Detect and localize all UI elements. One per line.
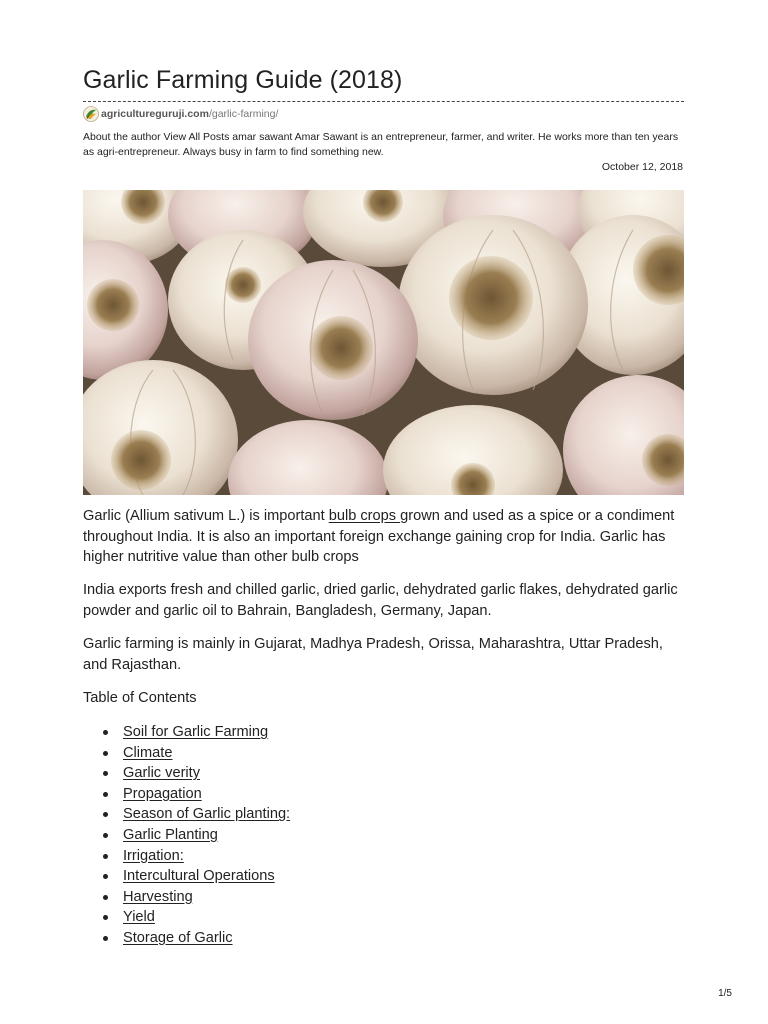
intro-text-end: grown and used as a spice or a condiment throughout India. It is also an important foreign exchange gaining crop for India. Garlic has higher nutritive value than other bulb crops (83, 508, 675, 565)
toc-item (103, 907, 290, 928)
toc-item (103, 825, 290, 846)
exports-paragraph: India exports fresh and chilled garlic, dried garlic, dehydrated garlic flakes, dehydrated garlic powder and garlic oil to Bahrain, Bangladesh, Germany, Japan. (83, 582, 678, 619)
toc-link-season[interactable]: Season of Garlic planting: (123, 806, 291, 823)
publish-date: October 12, 2018 (601, 161, 683, 173)
source-domain-link[interactable]: agricultureguruji.com (101, 108, 209, 120)
intro-text-start: Garlic (Allium sativum L.) is important (83, 508, 329, 524)
page-title: Garlic Farming Guide (2018) (83, 66, 403, 94)
toc-item (103, 722, 290, 743)
author-blurb: About the author View All Posts amar sawant Amar Sawant is an entrepreneur, farmer, and writer. He works more than ten years as agri-entrepreneur. Always busy in farm to find something new. (83, 131, 679, 158)
toc-link-soil[interactable]: Soil for Garlic Farming (123, 724, 269, 740)
title-divider (83, 101, 684, 102)
garlic-bulbs-photo-icon (83, 190, 684, 495)
toc-item (103, 928, 290, 949)
toc-link-storage[interactable]: Storage of Garlic (123, 929, 233, 946)
toc-item (103, 846, 290, 867)
toc-link-climate[interactable]: Climate (123, 744, 173, 761)
toc-item (103, 866, 290, 887)
hero-image (83, 190, 684, 495)
regions-paragraph: Garlic farming is mainly in Gujarat, Madhya Pradesh, Orissa, Maharashtra, Uttar Pradesh, and Rajasthan. (83, 636, 663, 673)
toc-link-harvesting[interactable]: Harvesting (123, 888, 193, 905)
toc-link-verity[interactable]: Garlic verity (123, 765, 201, 782)
toc-item (103, 743, 290, 764)
toc-heading: Table of Contents (83, 690, 197, 706)
intro-paragraph (83, 506, 688, 568)
toc-link-intercultural[interactable]: Intercultural Operations (123, 868, 275, 885)
toc-link-propagation[interactable]: Propagation (123, 785, 202, 802)
page-number: 1/5 (718, 988, 732, 999)
toc-link-yield[interactable]: Yield (123, 909, 155, 926)
toc-item (103, 804, 290, 825)
bulb-crops-link[interactable]: bulb crops (328, 508, 401, 524)
table-of-contents (103, 722, 290, 949)
toc-item (103, 763, 290, 784)
source-path-link[interactable]: /garlic-farming/ (208, 108, 279, 120)
toc-item (103, 784, 290, 805)
toc-link-planting[interactable]: Garlic Planting (123, 826, 218, 843)
toc-link-irrigation[interactable]: Irrigation: (123, 847, 184, 864)
source-line (83, 106, 278, 122)
site-logo-icon (83, 106, 99, 122)
toc-item (103, 887, 290, 908)
